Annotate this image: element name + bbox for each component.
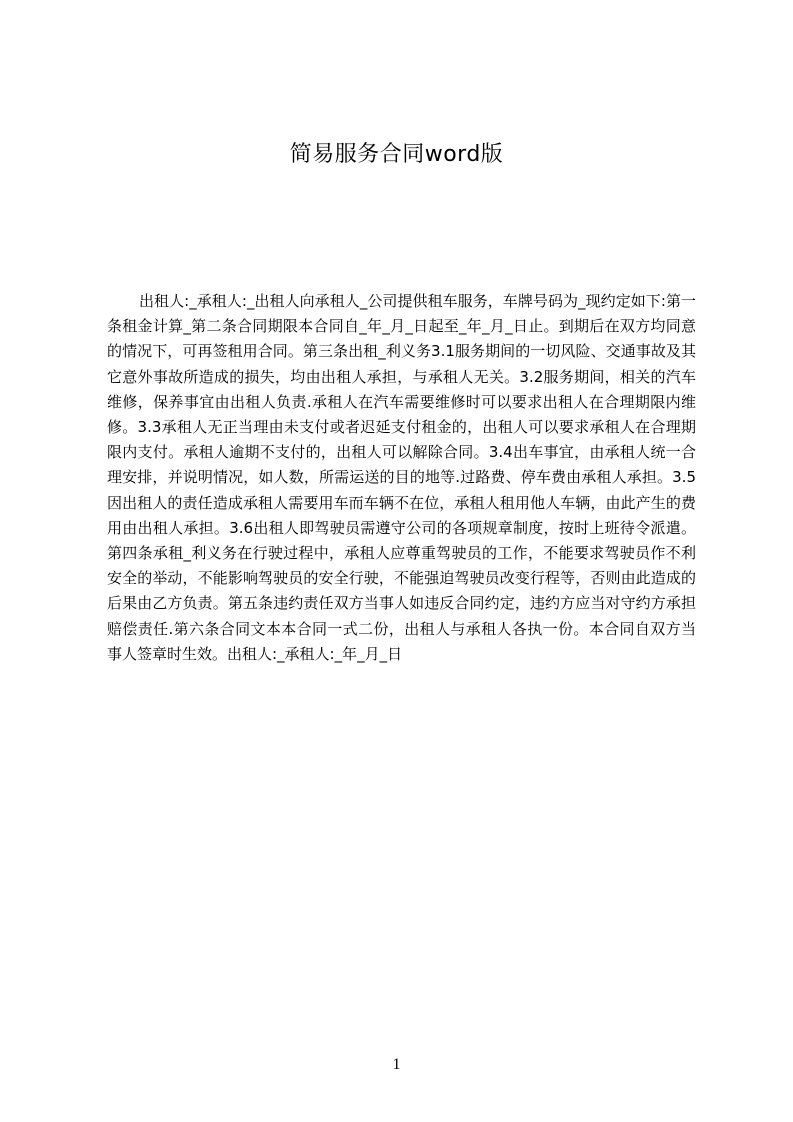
document-title: 简易服务合同word版 (289, 142, 504, 167)
page-number: 1 (392, 1056, 401, 1073)
contract-body-paragraph: 出租人:_承租人:_出租人向承租人_公司提供租车服务，车牌号码为_现约定如下:第一条租金计算_第二条合同期限本合同自_年_月_日起至_年_月_日止。到期后在双方均同意的情况下，可再签租用合同。第三条出租_利义务3.1服务期间的一切风险、交通事故及其它意外事故所造成的损失，均由出租人承担，与承租人无关。3.2服务期间，相关的汽车维修，保养事宜由出租人负责.承租人在汽车需要维修时可以要求出租人在合理期限内维修。3.3承租人无正当理由未支付或者迟延支付租金的，出租人可以要求承租人在合理期限内支付。承租人逾期不支付的，出租人可以解除合同。3.4出车事宜，由承租人统一合理安排，并说明情况，如人数，所需运送的目的地等.过路费、停车费由承租人承担。3.5因出租人的责任造成承租人需要用车而车辆不在位，承租人租用他人车辆，由此产生的费用由出租人承担。3.6出租人即驾驶员需遵守公司的各项规章制度，按时上班待令派遣。第四条承租_利义务在行驶过程中，承租人应尊重驾驶员的工作，不能要求驾驶员作不利安全的举动，不能影响驾驶员的安全行驶，不能强迫驾驶员改变行程等，否则由此造成的后果由乙方负责。第五条违约责任双方当事人如违反合同约定，违约方应当对守约方承担赔偿责任.第六条合同文本本合同一式二份，出租人与承租人各执一份。本合同自双方当事人签章时生效。出租人:_承租人:_年_月_日 (107, 292, 696, 663)
